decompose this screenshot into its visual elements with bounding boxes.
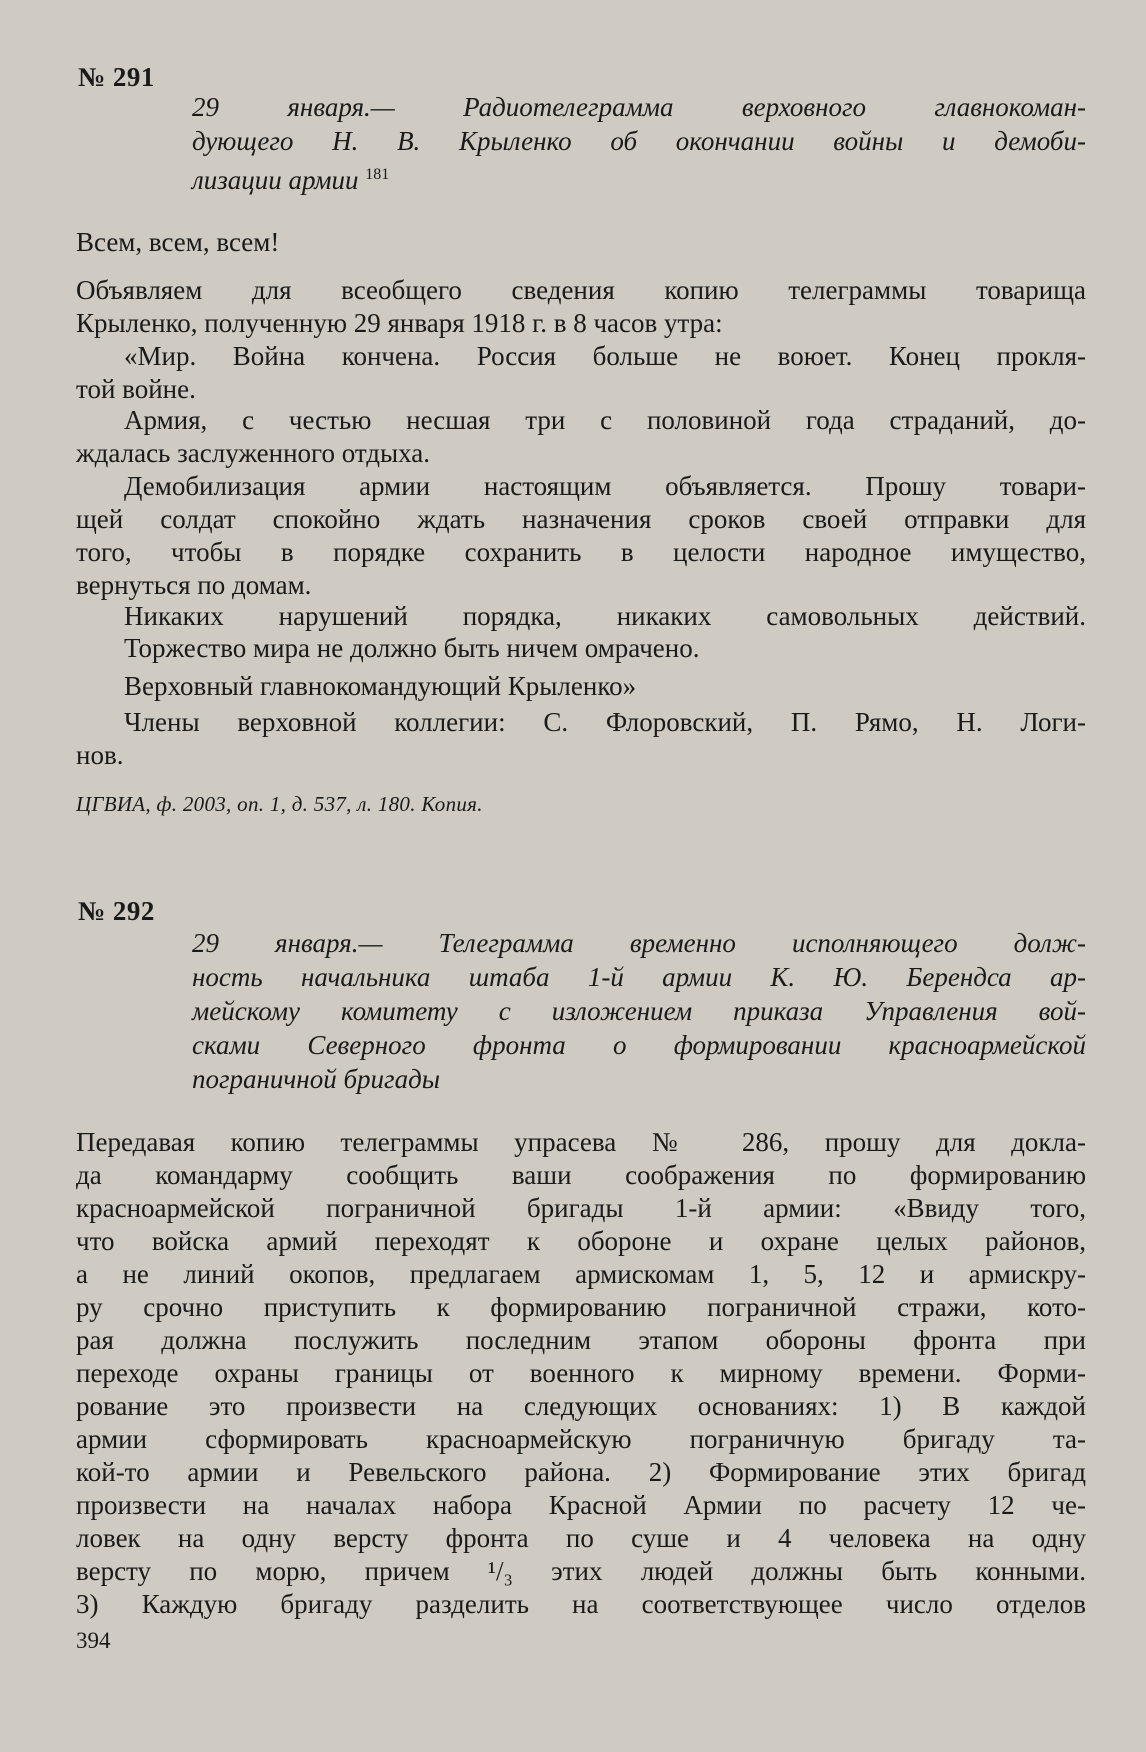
heading-line: дующего Н. В. Крыленко об окончании войны и демоби- [192,126,1086,156]
heading-line: сками Северного фронта о формировании красноармейской [192,1030,1086,1060]
document-heading-291 [192,90,1086,197]
document-heading-292 [192,926,1086,1096]
heading-line: пограничной бригады [192,1064,441,1094]
quote-paragraph-4: Никаких нарушений порядка, никаких самовольных действий. [124,601,1086,631]
heading-line: мейскому комитету с изложением приказа Управления вой- [192,996,1086,1026]
heading-line-last [192,158,1086,197]
collegium-members: Члены верховной коллегии: С. Флоровский, П. Рямо, Н. Логи- нов. [76,707,1086,770]
heading-line: 29 января.— Радиотелеграмма верховного главнокоман- [192,92,1086,122]
quote-paragraph-5: Торжество мира не должно быть ничем омрачено. [124,633,700,663]
archive-source: ЦГВИА, ф. 2003, оп. 1, д. 537, л. 180. Копия. [76,792,483,816]
body-paragraph-292: Передавая копию телеграммы упрасева № 286, прошу для докла- да командарму сообщить ваши соображения по формированию красноармейской пограничной бригады 1-й армии: «Ввиду того, что войска армий переходят к обороне и охране целых районов, а не линий окопов, предлагаем армискомам 1, 5, 12 и армискру- ру срочно приступить к формированию пограничной стражи, кото- рая должна послужить последним этапом обороны фронта при переходе охраны границы от военного к мирному времени. Форми- рование это произвести на следующих основаниях: 1) В каждой армии сформировать красноармейскую пограничную бригаду та- кой-то армии и Ревельского района. 2) Формирование этих бригад произвести на началах набора Красной Армии по расчету 12 че- ловек на одну версту фронта по суше и 4 человека на одну версту по морю, причем ¹/₃ этих людей должны быть конными. 3) Каждую бригаду разделить на соответствующее число отделов [76,1127,1086,1619]
document-number-291: № 291 [78,62,155,92]
heading-line: ность начальника штаба 1-й армии К. Ю. Берендса ар- [192,962,1086,992]
document-number-292: № 292 [78,896,155,926]
heading-line: лизации армии [192,165,359,195]
intro-paragraph: Объявляем для всеобщего сведения копию телеграммы товарища Крыленко, полученную 29 января 1918 г. в 8 часов утра: [76,275,1086,338]
quote-paragraph-3: Демобилизация армии настоящим объявляется. Прошу товари- щей солдат спокойно ждать назначения сроков своей отправки для того, чтобы в порядке сохранить в целости народное имущество, вернуться по домам. [76,471,1086,600]
page-number: 394 [76,1628,111,1653]
quote-paragraph-1: «Мир. Война кончена. Россия больше не воюет. Конец прокля- той войне. [76,341,1086,404]
heading-line: 29 января.— Телеграмма временно исполняющего долж- [192,928,1086,958]
salutation: Всем, всем, всем! [76,227,280,257]
footnote-reference: 181 [365,166,390,183]
signature: Верховный главнокомандующий Крыленко» [124,671,637,701]
quote-paragraph-2: Армия, с честью несшая три с половиной года страданий, до- ждалась заслуженного отдыха. [76,405,1086,468]
